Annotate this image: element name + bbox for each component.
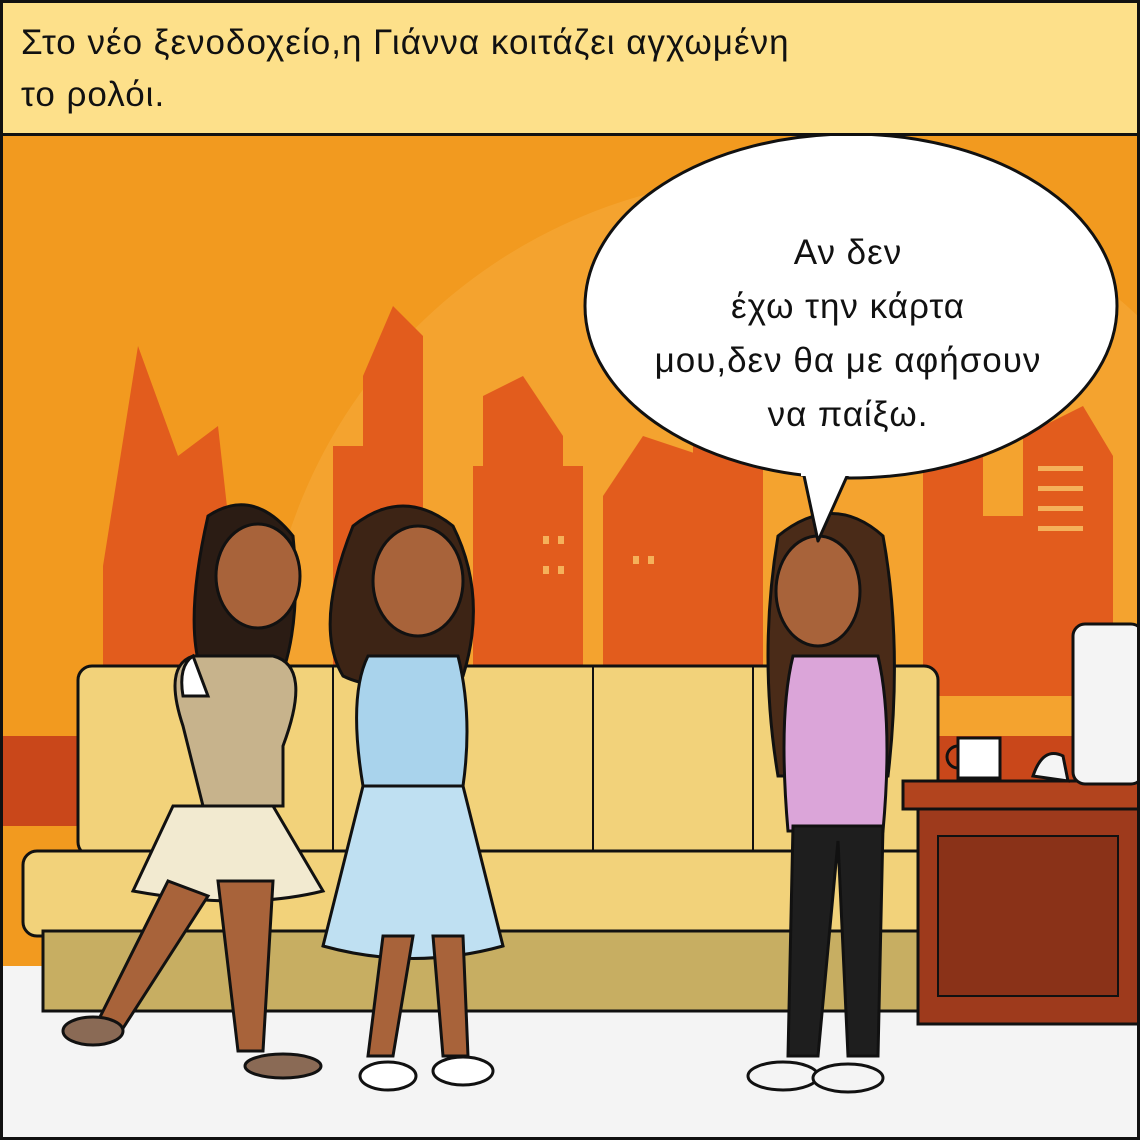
- speech-line-4: να παίξω.: [767, 395, 929, 434]
- building-6: [603, 436, 703, 696]
- caption-line-1: Στο νέο ξενοδοχείο,η Γιάννα κοιτάζει αγχωμένη: [21, 23, 790, 62]
- speech-line-1: Αν δεν: [793, 233, 903, 272]
- building-5: [473, 466, 583, 696]
- monitor: [1073, 624, 1137, 784]
- speech-line-2: έχω την κάρτα: [731, 287, 965, 326]
- building-10: [963, 516, 1033, 696]
- caption-line-2: το ρολόι.: [21, 75, 166, 114]
- hotel-lobby-scene: [3, 136, 1137, 1137]
- coffee-mug: [958, 738, 1000, 778]
- speech-line-3: μου,δεν θα με αφήσουν: [654, 341, 1042, 380]
- speech-bubble-text: [613, 226, 1083, 442]
- caption-box: [3, 3, 1137, 136]
